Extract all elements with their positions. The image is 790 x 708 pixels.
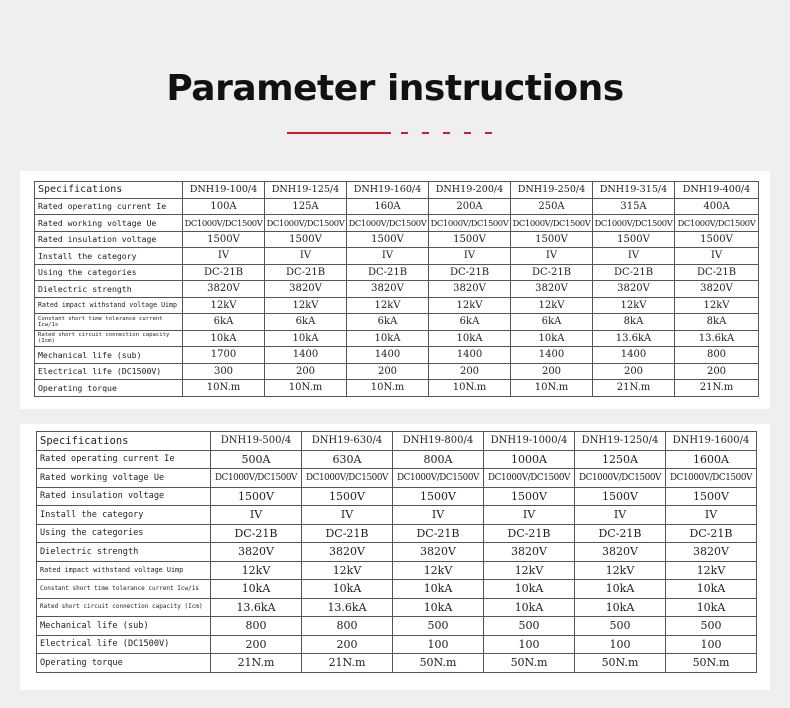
table-cell: 200 [593,363,675,380]
table-cell: DC1000V/DC1500V [211,469,302,488]
table-cell: IV [429,248,511,265]
table-cell: 10kA [511,330,593,347]
header-label: Specifications [37,432,211,451]
table-cell: 3820V [183,281,265,298]
table-cell: DC-21B [211,524,302,543]
table-cell: 6kA [511,314,593,331]
table-cell: 10kA [393,598,484,617]
table-cell: 12kV [666,561,757,580]
table-cell: 1500V [183,231,265,248]
model-header: DNH19-400/4 [675,182,759,199]
row-label: Using the categories [35,264,183,281]
table-cell: 100 [393,635,484,654]
model-header: DNH19-1000/4 [484,432,575,451]
table-cell: 6kA [265,314,347,331]
table-row [35,215,759,232]
table-cell: 1600A [666,450,757,469]
table-row [37,469,757,488]
row-label: Dielectric strength [37,543,211,562]
table-cell: IV [666,506,757,525]
table-cell: 10N.m [347,380,429,397]
table-cell: 12kV [511,297,593,314]
table-cell: 1500V [575,487,666,506]
table-cell: 12kV [675,297,759,314]
header-label: Specifications [35,182,183,199]
model-header: DNH19-1600/4 [666,432,757,451]
table-cell: 21N.m [302,654,393,673]
table-cell: 10kA [484,580,575,599]
table-cell: IV [211,506,302,525]
model-header: DNH19-315/4 [593,182,675,199]
table-row [35,297,759,314]
model-header: DNH19-500/4 [211,432,302,451]
table-cell: DC-21B [511,264,593,281]
table-cell: 1400 [429,347,511,364]
spec-table-2 [36,431,757,673]
table-row [37,617,757,636]
table-cell: 6kA [429,314,511,331]
row-label: Rated working voltage Ue [35,215,183,232]
table-cell: 3820V [511,281,593,298]
table-cell: 500 [393,617,484,636]
table-cell: 3820V [347,281,429,298]
row-label: Rated insulation voltage [37,487,211,506]
title-underline-dash [485,132,492,134]
table-cell: 200 [429,363,511,380]
table-cell: 200 [511,363,593,380]
title-underline-dash [401,132,408,134]
table-cell: 10kA [211,580,302,599]
table-cell: 200 [265,363,347,380]
row-label: Operating torque [37,654,211,673]
table-cell: DC1000V/DC1500V [666,469,757,488]
row-label: Operating torque [35,380,183,397]
row-label: Install the category [35,248,183,265]
spec-card-small-models [20,171,770,409]
table-cell: IV [484,506,575,525]
table-cell: 1500V [675,231,759,248]
table-cell: DC1000V/DC1500V [593,215,675,232]
table-cell: 500A [211,450,302,469]
table-cell: 1500V [593,231,675,248]
table-cell: IV [393,506,484,525]
table-cell: 6kA [347,314,429,331]
row-label: Mechanical life (sub) [35,347,183,364]
table-cell: DC-21B [347,264,429,281]
table-cell: 10kA [666,598,757,617]
page-title: Parameter instructions [166,68,624,109]
table-cell: 1700 [183,347,265,364]
table-cell: DC-21B [265,264,347,281]
table-cell: DC1000V/DC1500V [484,469,575,488]
table-cell: 500 [666,617,757,636]
table-cell: 1400 [511,347,593,364]
table-cell: 12kV [211,561,302,580]
table-cell: 1500V [484,487,575,506]
table-cell: 125A [265,198,347,215]
table-cell: 10kA [429,330,511,347]
table-cell: 3820V [484,543,575,562]
table-row [37,506,757,525]
model-header: DNH19-160/4 [347,182,429,199]
table-cell: 50N.m [666,654,757,673]
table-cell: 1000A [484,450,575,469]
table-cell: 21N.m [593,380,675,397]
table-row [35,380,759,397]
table-row [37,580,757,599]
table-cell: 13.6kA [675,330,759,347]
row-label: Electrical life (DC1500V) [37,635,211,654]
table-cell: 10kA [393,580,484,599]
table-cell: 3820V [393,543,484,562]
table-cell: 10kA [302,580,393,599]
table-cell: 200 [675,363,759,380]
table-cell: 10N.m [511,380,593,397]
table-cell: 160A [347,198,429,215]
table-cell: DC-21B [484,524,575,543]
header-row [35,182,759,199]
table-cell: DC-21B [675,264,759,281]
row-label: Rated short circuit connection capacity (Icm) [37,598,211,617]
model-header: DNH19-100/4 [183,182,265,199]
table-cell: DC-21B [393,524,484,543]
table-cell: 200A [429,198,511,215]
table-cell: 100 [484,635,575,654]
table-cell: 3820V [265,281,347,298]
table-cell: 800A [393,450,484,469]
table-cell: 1400 [347,347,429,364]
table-cell: DC1000V/DC1500V [302,469,393,488]
table-row [35,347,759,364]
row-label: Using the categories [37,524,211,543]
table-cell: 8kA [593,314,675,331]
table-cell: 3820V [675,281,759,298]
table-cell: 10kA [265,330,347,347]
table-row [37,654,757,673]
table-cell: 10N.m [429,380,511,397]
table-cell: IV [183,248,265,265]
table-row [35,248,759,265]
table-cell: IV [675,248,759,265]
table-cell: 1500V [429,231,511,248]
table-cell: IV [347,248,429,265]
table-cell: 1500V [211,487,302,506]
table-cell: DC1000V/DC1500V [429,215,511,232]
row-label: Rated impact withstand voltage Uimp [35,297,183,314]
table-cell: DC1000V/DC1500V [265,215,347,232]
table-cell: 12kV [183,297,265,314]
table-cell: 1500V [393,487,484,506]
table-cell: 8kA [675,314,759,331]
table-cell: 13.6kA [302,598,393,617]
model-header: DNH19-250/4 [511,182,593,199]
row-label: Rated impact withstand voltage Uimp [37,561,211,580]
table-cell: DC-21B [593,264,675,281]
table-cell: 630A [302,450,393,469]
table-cell: 3820V [429,281,511,298]
table-row [37,598,757,617]
table-row [37,524,757,543]
row-label: Install the category [37,506,211,525]
table-cell: DC1000V/DC1500V [575,469,666,488]
table-cell: 12kV [302,561,393,580]
table-row [35,314,759,331]
table-cell: 50N.m [393,654,484,673]
row-label: Constant short time tolerance current Icw/1s [35,314,183,331]
table-cell: IV [265,248,347,265]
table-cell: 12kV [265,297,347,314]
table-cell: 6kA [183,314,265,331]
row-label: Mechanical life (sub) [37,617,211,636]
spec-table-1 [34,181,759,397]
table-cell: 50N.m [575,654,666,673]
model-header: DNH19-800/4 [393,432,484,451]
table-cell: 250A [511,198,593,215]
table-cell: IV [575,506,666,525]
table-cell: 100 [666,635,757,654]
table-cell: DC1000V/DC1500V [511,215,593,232]
table-cell: 1400 [593,347,675,364]
table-row [37,635,757,654]
table-row [37,487,757,506]
table-cell: 500 [484,617,575,636]
spec-card-large-models [20,424,770,690]
table-cell: 1250A [575,450,666,469]
table-cell: 10kA [183,330,265,347]
title-underline-dash [464,132,471,134]
table-cell: 50N.m [484,654,575,673]
row-label: Rated short circuit connection capacity (Icm) [35,330,183,347]
title-underline-dash [422,132,429,134]
table-cell: 100 [575,635,666,654]
table-cell: 200 [347,363,429,380]
table-cell: 200 [302,635,393,654]
table-cell: 3820V [211,543,302,562]
table-cell: 3820V [593,281,675,298]
table-row [35,198,759,215]
table-cell: 1500V [347,231,429,248]
table-cell: 10kA [484,598,575,617]
table-row [35,281,759,298]
table-cell: 10kA [575,580,666,599]
table-cell: 400A [675,198,759,215]
model-header: DNH19-1250/4 [575,432,666,451]
table-cell: DC-21B [302,524,393,543]
table-cell: 3820V [666,543,757,562]
table-cell: 10kA [347,330,429,347]
table-cell: 13.6kA [211,598,302,617]
model-header: DNH19-200/4 [429,182,511,199]
table-cell: 1500V [666,487,757,506]
row-label: Constant short time tolerance current Icw/1s [37,580,211,599]
table-cell: DC1000V/DC1500V [393,469,484,488]
table-cell: IV [302,506,393,525]
table-cell: DC-21B [666,524,757,543]
header-row [37,432,757,451]
table-cell: DC1000V/DC1500V [347,215,429,232]
table-cell: 12kV [484,561,575,580]
table-cell: 100A [183,198,265,215]
table-row [35,231,759,248]
table-cell: 12kV [347,297,429,314]
table-cell: 21N.m [675,380,759,397]
table-row [35,363,759,380]
table-cell: 13.6kA [593,330,675,347]
table-cell: 800 [211,617,302,636]
table-cell: DC-21B [575,524,666,543]
table-row [35,330,759,347]
model-header: DNH19-630/4 [302,432,393,451]
row-label: Rated working voltage Ue [37,469,211,488]
table-row [37,543,757,562]
table-row [37,450,757,469]
table-cell: 10N.m [183,380,265,397]
row-label: Rated operating current Ie [37,450,211,469]
title-underline [287,132,391,134]
table-cell: 10kA [575,598,666,617]
table-cell: DC-21B [429,264,511,281]
table-cell: IV [593,248,675,265]
table-cell: 800 [675,347,759,364]
table-cell: 800 [302,617,393,636]
table-cell: 3820V [575,543,666,562]
table-cell: DC1000V/DC1500V [183,215,265,232]
table-row [35,264,759,281]
table-cell: 12kV [593,297,675,314]
table-cell: 1500V [511,231,593,248]
title-underline-dash [443,132,450,134]
row-label: Dielectric strength [35,281,183,298]
row-label: Rated operating current Ie [35,198,183,215]
table-cell: 300 [183,363,265,380]
table-cell: 12kV [575,561,666,580]
model-header: DNH19-125/4 [265,182,347,199]
table-cell: 200 [211,635,302,654]
table-cell: IV [511,248,593,265]
table-cell: 1400 [265,347,347,364]
table-row [37,561,757,580]
table-cell: DC-21B [183,264,265,281]
table-cell: 21N.m [211,654,302,673]
table-cell: 3820V [302,543,393,562]
table-cell: 1500V [302,487,393,506]
table-cell: 1500V [265,231,347,248]
row-label: Electrical life (DC1500V) [35,363,183,380]
row-label: Rated insulation voltage [35,231,183,248]
table-cell: 500 [575,617,666,636]
table-cell: 10N.m [265,380,347,397]
table-cell: DC1000V/DC1500V [675,215,759,232]
table-cell: 12kV [393,561,484,580]
table-cell: 10kA [666,580,757,599]
table-cell: 12kV [429,297,511,314]
table-cell: 315A [593,198,675,215]
